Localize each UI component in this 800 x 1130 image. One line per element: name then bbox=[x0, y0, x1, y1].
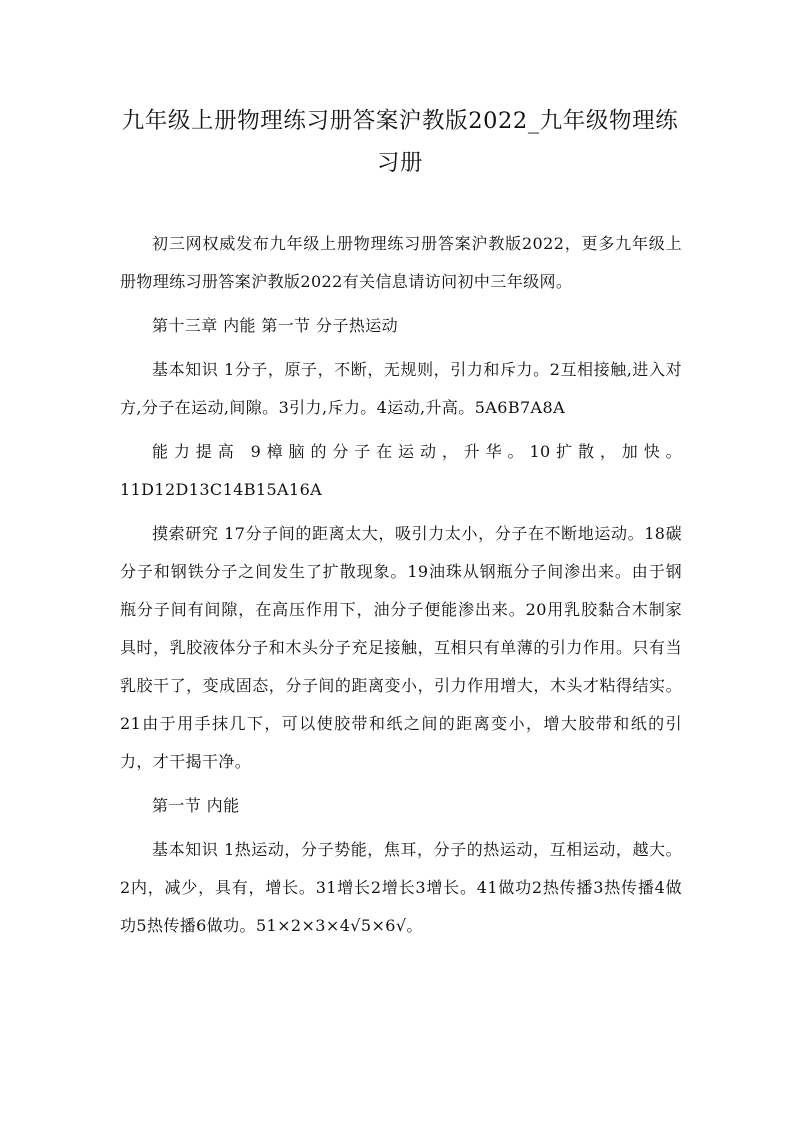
ability-improvement-paragraph: 能力提高 9樟脑的分子在运动，升华。10扩散，加快。11D12D13C14B15A16A bbox=[120, 442, 682, 499]
exploration-paragraph: 摸索研究 17分子间的距离太大，吸引力太小，分子在不断地运动。18碳分子和钢铁分子之间发生了扩散现象。19油珠从钢瓶分子间渗出来。由于钢瓶分子间有间隙，在高压作用下，油分子便能渗出来。20用乳胶黏合木制家具时，乳胶液体分子和木头分子充足接触，互相只有单薄的引力作用。只有当乳胶干了，变成固态，分子间的距离变小，引力作用增大，木头才粘得结实。21由于用手抹几下，可以使胶带和纸之间的距离变小，增大胶带和纸的引力，才干揭干净。 bbox=[120, 524, 682, 771]
basic-knowledge-paragraph: 基本知识 1分子，原子，不断，无规则，引力和斥力。2互相接触,进入对方,分子在运动,间隙。3引力,斥力。4运动,升高。5A6B7A8A bbox=[120, 360, 682, 417]
intro-paragraph: 初三网权威发布九年级上册物理练习册答案沪教版2022，更多九年级上册物理练习册答案沪教版2022有关信息请访问初中三年级网。 bbox=[120, 234, 682, 291]
document-title: 九年级上册物理练习册答案沪教版2022_九年级物理练习册 bbox=[121, 108, 679, 176]
section-heading: 第一节 内能 bbox=[152, 796, 240, 815]
document-body bbox=[120, 225, 682, 951]
internal-energy-paragraph: 基本知识 1热运动，分子势能，焦耳，分子的热运动，互相运动，越大。2内，减少，具有，增长。31增长2增长3增长。41做功2热传播3热传播4做功5热传播6做功。51×2×3×4√5×6√。 bbox=[120, 840, 682, 935]
chapter-heading: 第十三章 内能 第一节 分子热运动 bbox=[152, 316, 399, 335]
